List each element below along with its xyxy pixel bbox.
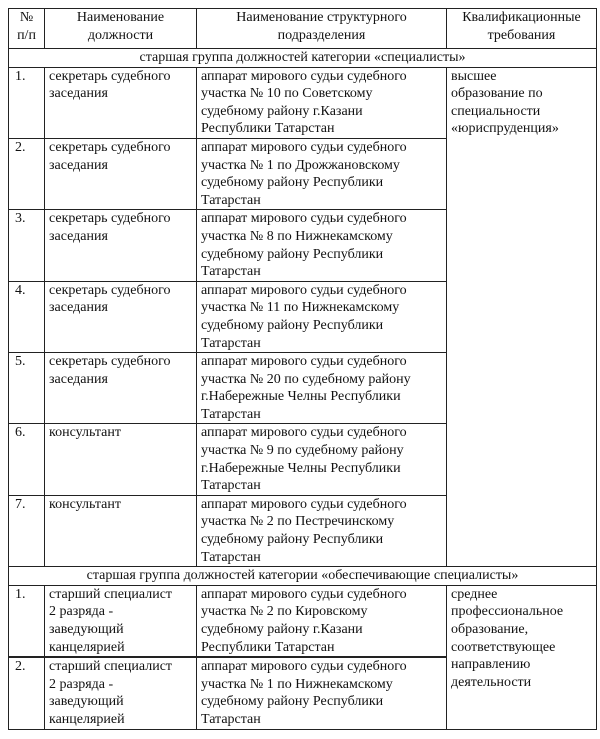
group-title: старшая группа должностей категории «обеспечивающие специалисты» xyxy=(9,567,597,586)
row-number: 7. xyxy=(9,495,45,566)
row-position: секретарь судебного заседания xyxy=(45,353,197,424)
row-position: консультант xyxy=(45,495,197,566)
row-position: консультант xyxy=(45,424,197,495)
group-requirements: высшее образование по специальности «юриспруденция» xyxy=(447,67,597,567)
header-department: Наименование структурного подразделения xyxy=(197,9,447,49)
row-position: секретарь судебного заседания xyxy=(45,281,197,352)
row-number: 5. xyxy=(9,353,45,424)
row-department: аппарат мирового судьи судебного участка № 1 по Дрожжановскому судебному району Республики Татарстан xyxy=(197,138,447,209)
table-row xyxy=(9,585,597,657)
row-number: 2. xyxy=(9,657,45,729)
table-header-row xyxy=(9,9,597,49)
vacancies-table xyxy=(8,8,597,730)
header-position: Наименование должности xyxy=(45,9,197,49)
row-number: 4. xyxy=(9,281,45,352)
row-department: аппарат мирового судьи судебного участка № 20 по судебному району г.Набережные Челны Республики Татарстан xyxy=(197,353,447,424)
row-position: секретарь судебного заседания xyxy=(45,138,197,209)
row-department: аппарат мирового судьи судебного участка № 2 по Пестречинскому судебному району Республики Татарстан xyxy=(197,495,447,566)
row-department: аппарат мирового судьи судебного участка № 9 по судебному району г.Набережные Челны Республики Татарстан xyxy=(197,424,447,495)
group-title: старшая группа должностей категории «специалисты» xyxy=(9,49,597,68)
header-requirements: Квалификационные требования xyxy=(447,9,597,49)
header-number: № п/п xyxy=(9,9,45,49)
row-position: секретарь судебного заседания xyxy=(45,210,197,281)
row-position: старший специалист 2 разряда - заведующий канцелярией xyxy=(45,657,197,729)
row-position: старший специалист 2 разряда - заведующий канцелярией xyxy=(45,585,197,657)
row-number: 1. xyxy=(9,67,45,138)
row-department: аппарат мирового судьи судебного участка № 1 по Нижнекамскому судебному району Республики Татарстан xyxy=(197,657,447,729)
row-department: аппарат мирового судьи судебного участка № 11 по Нижнекамскому судебному району Республики Татарстан xyxy=(197,281,447,352)
row-department: аппарат мирового судьи судебного участка № 10 по Советскому судебному району г.Казани Республики Татарстан xyxy=(197,67,447,138)
table-row xyxy=(9,67,597,138)
row-number: 2. xyxy=(9,138,45,209)
row-number: 6. xyxy=(9,424,45,495)
group-row xyxy=(9,567,597,586)
group-requirements: среднее профессиональное образование, соответствующее направлению деятельности xyxy=(447,585,597,729)
row-number: 3. xyxy=(9,210,45,281)
row-department: аппарат мирового судьи судебного участка № 2 по Кировскому судебному району г.Казани Республики Татарстан xyxy=(197,585,447,657)
row-department: аппарат мирового судьи судебного участка № 8 по Нижнекамскому судебному району Республики Татарстан xyxy=(197,210,447,281)
row-number: 1. xyxy=(9,585,45,657)
group-row xyxy=(9,49,597,68)
row-position: секретарь судебного заседания xyxy=(45,67,197,138)
